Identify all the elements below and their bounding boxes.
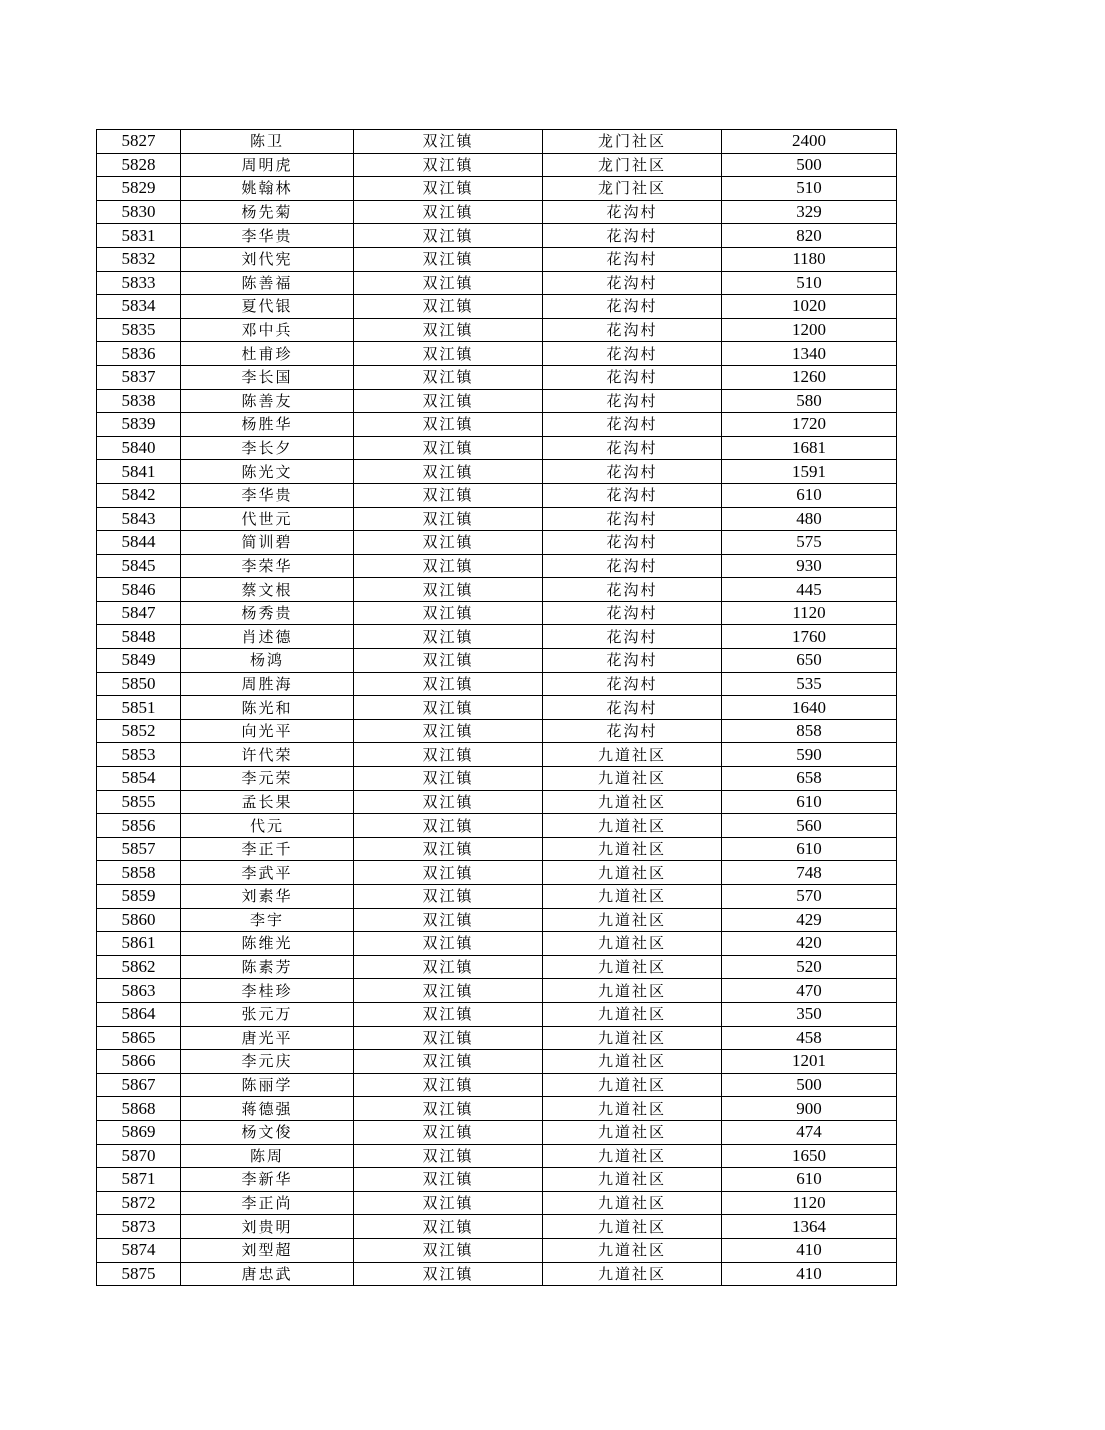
amount-cell: 410 xyxy=(722,1262,897,1286)
serial-number-cell: 5845 xyxy=(97,554,181,578)
town-cell: 双江镇 xyxy=(354,625,543,649)
table-row xyxy=(97,554,897,578)
table-row xyxy=(97,460,897,484)
town-cell: 双江镇 xyxy=(354,342,543,366)
village-cell: 花沟村 xyxy=(543,578,722,602)
table-row xyxy=(97,908,897,932)
village-cell: 花沟村 xyxy=(543,649,722,673)
name-cell: 陈维光 xyxy=(181,932,354,956)
town-cell: 双江镇 xyxy=(354,153,543,177)
amount-cell: 748 xyxy=(722,861,897,885)
name-cell: 李华贵 xyxy=(181,224,354,248)
village-cell: 九道社区 xyxy=(543,1144,722,1168)
name-cell: 刘贵明 xyxy=(181,1215,354,1239)
table-row xyxy=(97,1097,897,1121)
serial-number-cell: 5852 xyxy=(97,719,181,743)
name-cell: 周胜海 xyxy=(181,672,354,696)
table-row xyxy=(97,814,897,838)
amount-cell: 1591 xyxy=(722,460,897,484)
village-cell: 九道社区 xyxy=(543,1168,722,1192)
table-row xyxy=(97,672,897,696)
serial-number-cell: 5827 xyxy=(97,130,181,154)
village-cell: 九道社区 xyxy=(543,979,722,1003)
amount-cell: 650 xyxy=(722,649,897,673)
serial-number-cell: 5829 xyxy=(97,177,181,201)
serial-number-cell: 5850 xyxy=(97,672,181,696)
village-cell: 九道社区 xyxy=(543,955,722,979)
amount-cell: 658 xyxy=(722,767,897,791)
table-row xyxy=(97,932,897,956)
town-cell: 双江镇 xyxy=(354,507,543,531)
amount-cell: 480 xyxy=(722,507,897,531)
village-cell: 花沟村 xyxy=(543,531,722,555)
town-cell: 双江镇 xyxy=(354,130,543,154)
village-cell: 龙门社区 xyxy=(543,130,722,154)
amount-cell: 610 xyxy=(722,1168,897,1192)
village-cell: 花沟村 xyxy=(543,719,722,743)
town-cell: 双江镇 xyxy=(354,413,543,437)
name-cell: 杨文俊 xyxy=(181,1120,354,1144)
table-row xyxy=(97,507,897,531)
table-body xyxy=(97,130,897,1286)
serial-number-cell: 5847 xyxy=(97,601,181,625)
town-cell: 双江镇 xyxy=(354,1168,543,1192)
village-cell: 九道社区 xyxy=(543,1191,722,1215)
town-cell: 双江镇 xyxy=(354,672,543,696)
amount-cell: 820 xyxy=(722,224,897,248)
amount-cell: 458 xyxy=(722,1026,897,1050)
town-cell: 双江镇 xyxy=(354,1238,543,1262)
village-cell: 九道社区 xyxy=(543,1120,722,1144)
name-cell: 陈周 xyxy=(181,1144,354,1168)
amount-cell: 474 xyxy=(722,1120,897,1144)
name-cell: 陈丽学 xyxy=(181,1073,354,1097)
serial-number-cell: 5844 xyxy=(97,531,181,555)
name-cell: 孟长果 xyxy=(181,790,354,814)
amount-cell: 1120 xyxy=(722,1191,897,1215)
table-row xyxy=(97,625,897,649)
table-row xyxy=(97,1002,897,1026)
table-row xyxy=(97,177,897,201)
village-cell: 花沟村 xyxy=(543,295,722,319)
amount-cell: 610 xyxy=(722,790,897,814)
serial-number-cell: 5869 xyxy=(97,1120,181,1144)
table-row xyxy=(97,389,897,413)
table-row xyxy=(97,790,897,814)
name-cell: 杨胜华 xyxy=(181,413,354,437)
serial-number-cell: 5870 xyxy=(97,1144,181,1168)
name-cell: 杨鸿 xyxy=(181,649,354,673)
town-cell: 双江镇 xyxy=(354,436,543,460)
amount-cell: 500 xyxy=(722,153,897,177)
town-cell: 双江镇 xyxy=(354,224,543,248)
town-cell: 双江镇 xyxy=(354,908,543,932)
name-cell: 杨秀贵 xyxy=(181,601,354,625)
village-cell: 花沟村 xyxy=(543,554,722,578)
table-row xyxy=(97,1168,897,1192)
village-cell: 花沟村 xyxy=(543,413,722,437)
village-cell: 花沟村 xyxy=(543,483,722,507)
village-cell: 花沟村 xyxy=(543,318,722,342)
table-row xyxy=(97,1262,897,1286)
name-cell: 李宇 xyxy=(181,908,354,932)
town-cell: 双江镇 xyxy=(354,885,543,909)
village-cell: 九道社区 xyxy=(543,908,722,932)
table-row xyxy=(97,578,897,602)
town-cell: 双江镇 xyxy=(354,979,543,1003)
amount-cell: 510 xyxy=(722,177,897,201)
town-cell: 双江镇 xyxy=(354,200,543,224)
table-row xyxy=(97,224,897,248)
serial-number-cell: 5846 xyxy=(97,578,181,602)
name-cell: 肖述德 xyxy=(181,625,354,649)
amount-cell: 1180 xyxy=(722,247,897,271)
name-cell: 姚翰林 xyxy=(181,177,354,201)
serial-number-cell: 5841 xyxy=(97,460,181,484)
village-cell: 花沟村 xyxy=(543,507,722,531)
data-table xyxy=(96,129,897,1286)
amount-cell: 410 xyxy=(722,1238,897,1262)
village-cell: 九道社区 xyxy=(543,1262,722,1286)
serial-number-cell: 5863 xyxy=(97,979,181,1003)
name-cell: 李新华 xyxy=(181,1168,354,1192)
town-cell: 双江镇 xyxy=(354,531,543,555)
town-cell: 双江镇 xyxy=(354,1073,543,1097)
town-cell: 双江镇 xyxy=(354,1191,543,1215)
name-cell: 张元万 xyxy=(181,1002,354,1026)
name-cell: 李元庆 xyxy=(181,1050,354,1074)
table-row xyxy=(97,413,897,437)
village-cell: 九道社区 xyxy=(543,885,722,909)
village-cell: 九道社区 xyxy=(543,1073,722,1097)
name-cell: 刘代宪 xyxy=(181,247,354,271)
town-cell: 双江镇 xyxy=(354,578,543,602)
name-cell: 陈善友 xyxy=(181,389,354,413)
amount-cell: 1120 xyxy=(722,601,897,625)
amount-cell: 1020 xyxy=(722,295,897,319)
town-cell: 双江镇 xyxy=(354,460,543,484)
amount-cell: 1650 xyxy=(722,1144,897,1168)
name-cell: 李正千 xyxy=(181,837,354,861)
amount-cell: 1200 xyxy=(722,318,897,342)
village-cell: 九道社区 xyxy=(543,767,722,791)
amount-cell: 1640 xyxy=(722,696,897,720)
town-cell: 双江镇 xyxy=(354,649,543,673)
table-row xyxy=(97,743,897,767)
amount-cell: 520 xyxy=(722,955,897,979)
town-cell: 双江镇 xyxy=(354,1002,543,1026)
amount-cell: 1720 xyxy=(722,413,897,437)
amount-cell: 470 xyxy=(722,979,897,1003)
serial-number-cell: 5857 xyxy=(97,837,181,861)
name-cell: 李华贵 xyxy=(181,483,354,507)
name-cell: 代世元 xyxy=(181,507,354,531)
village-cell: 花沟村 xyxy=(543,389,722,413)
table-row xyxy=(97,1238,897,1262)
amount-cell: 900 xyxy=(722,1097,897,1121)
village-cell: 龙门社区 xyxy=(543,177,722,201)
serial-number-cell: 5834 xyxy=(97,295,181,319)
serial-number-cell: 5866 xyxy=(97,1050,181,1074)
table-row xyxy=(97,436,897,460)
name-cell: 李正尚 xyxy=(181,1191,354,1215)
amount-cell: 930 xyxy=(722,554,897,578)
name-cell: 李武平 xyxy=(181,861,354,885)
town-cell: 双江镇 xyxy=(354,696,543,720)
amount-cell: 1364 xyxy=(722,1215,897,1239)
name-cell: 陈卫 xyxy=(181,130,354,154)
town-cell: 双江镇 xyxy=(354,1262,543,1286)
amount-cell: 1201 xyxy=(722,1050,897,1074)
serial-number-cell: 5848 xyxy=(97,625,181,649)
village-cell: 九道社区 xyxy=(543,1002,722,1026)
name-cell: 向光平 xyxy=(181,719,354,743)
serial-number-cell: 5860 xyxy=(97,908,181,932)
amount-cell: 535 xyxy=(722,672,897,696)
village-cell: 九道社区 xyxy=(543,790,722,814)
town-cell: 双江镇 xyxy=(354,483,543,507)
serial-number-cell: 5855 xyxy=(97,790,181,814)
amount-cell: 429 xyxy=(722,908,897,932)
name-cell: 刘型超 xyxy=(181,1238,354,1262)
amount-cell: 1340 xyxy=(722,342,897,366)
name-cell: 夏代银 xyxy=(181,295,354,319)
village-cell: 花沟村 xyxy=(543,224,722,248)
village-cell: 九道社区 xyxy=(543,743,722,767)
table-row xyxy=(97,767,897,791)
amount-cell: 1760 xyxy=(722,625,897,649)
amount-cell: 560 xyxy=(722,814,897,838)
table-row xyxy=(97,719,897,743)
serial-number-cell: 5839 xyxy=(97,413,181,437)
town-cell: 双江镇 xyxy=(354,719,543,743)
town-cell: 双江镇 xyxy=(354,1026,543,1050)
town-cell: 双江镇 xyxy=(354,271,543,295)
serial-number-cell: 5858 xyxy=(97,861,181,885)
serial-number-cell: 5859 xyxy=(97,885,181,909)
amount-cell: 420 xyxy=(722,932,897,956)
table-row xyxy=(97,837,897,861)
table-row xyxy=(97,531,897,555)
town-cell: 双江镇 xyxy=(354,295,543,319)
serial-number-cell: 5862 xyxy=(97,955,181,979)
town-cell: 双江镇 xyxy=(354,743,543,767)
table-row xyxy=(97,649,897,673)
table-row xyxy=(97,1215,897,1239)
serial-number-cell: 5854 xyxy=(97,767,181,791)
town-cell: 双江镇 xyxy=(354,365,543,389)
name-cell: 代元 xyxy=(181,814,354,838)
amount-cell: 575 xyxy=(722,531,897,555)
amount-cell: 610 xyxy=(722,483,897,507)
table-row xyxy=(97,318,897,342)
name-cell: 李桂珍 xyxy=(181,979,354,1003)
town-cell: 双江镇 xyxy=(354,767,543,791)
village-cell: 九道社区 xyxy=(543,837,722,861)
name-cell: 李长国 xyxy=(181,365,354,389)
village-cell: 九道社区 xyxy=(543,861,722,885)
amount-cell: 610 xyxy=(722,837,897,861)
serial-number-cell: 5872 xyxy=(97,1191,181,1215)
table-row xyxy=(97,601,897,625)
village-cell: 花沟村 xyxy=(543,200,722,224)
village-cell: 花沟村 xyxy=(543,460,722,484)
village-cell: 龙门社区 xyxy=(543,153,722,177)
amount-cell: 500 xyxy=(722,1073,897,1097)
serial-number-cell: 5840 xyxy=(97,436,181,460)
town-cell: 双江镇 xyxy=(354,1097,543,1121)
town-cell: 双江镇 xyxy=(354,318,543,342)
town-cell: 双江镇 xyxy=(354,1144,543,1168)
town-cell: 双江镇 xyxy=(354,554,543,578)
amount-cell: 858 xyxy=(722,719,897,743)
name-cell: 陈光和 xyxy=(181,696,354,720)
serial-number-cell: 5838 xyxy=(97,389,181,413)
table-row xyxy=(97,696,897,720)
town-cell: 双江镇 xyxy=(354,247,543,271)
village-cell: 九道社区 xyxy=(543,1215,722,1239)
amount-cell: 590 xyxy=(722,743,897,767)
amount-cell: 1260 xyxy=(722,365,897,389)
serial-number-cell: 5874 xyxy=(97,1238,181,1262)
village-cell: 九道社区 xyxy=(543,1050,722,1074)
serial-number-cell: 5868 xyxy=(97,1097,181,1121)
town-cell: 双江镇 xyxy=(354,837,543,861)
amount-cell: 510 xyxy=(722,271,897,295)
name-cell: 李长夕 xyxy=(181,436,354,460)
name-cell: 李元荣 xyxy=(181,767,354,791)
town-cell: 双江镇 xyxy=(354,932,543,956)
table-row xyxy=(97,247,897,271)
name-cell: 唐忠武 xyxy=(181,1262,354,1286)
table-row xyxy=(97,861,897,885)
name-cell: 刘素华 xyxy=(181,885,354,909)
table-row xyxy=(97,271,897,295)
amount-cell: 2400 xyxy=(722,130,897,154)
serial-number-cell: 5835 xyxy=(97,318,181,342)
name-cell: 唐光平 xyxy=(181,1026,354,1050)
serial-number-cell: 5832 xyxy=(97,247,181,271)
village-cell: 九道社区 xyxy=(543,1097,722,1121)
name-cell: 周明虎 xyxy=(181,153,354,177)
serial-number-cell: 5849 xyxy=(97,649,181,673)
name-cell: 陈光文 xyxy=(181,460,354,484)
name-cell: 陈善福 xyxy=(181,271,354,295)
town-cell: 双江镇 xyxy=(354,601,543,625)
table-row xyxy=(97,1050,897,1074)
serial-number-cell: 5871 xyxy=(97,1168,181,1192)
name-cell: 蔡文根 xyxy=(181,578,354,602)
serial-number-cell: 5843 xyxy=(97,507,181,531)
town-cell: 双江镇 xyxy=(354,1050,543,1074)
village-cell: 花沟村 xyxy=(543,672,722,696)
name-cell: 杜甫珍 xyxy=(181,342,354,366)
amount-cell: 329 xyxy=(722,200,897,224)
name-cell: 蒋德强 xyxy=(181,1097,354,1121)
town-cell: 双江镇 xyxy=(354,1215,543,1239)
name-cell: 邓中兵 xyxy=(181,318,354,342)
town-cell: 双江镇 xyxy=(354,790,543,814)
table-row xyxy=(97,1073,897,1097)
table-row xyxy=(97,1144,897,1168)
serial-number-cell: 5873 xyxy=(97,1215,181,1239)
town-cell: 双江镇 xyxy=(354,177,543,201)
name-cell: 陈素芳 xyxy=(181,955,354,979)
serial-number-cell: 5836 xyxy=(97,342,181,366)
serial-number-cell: 5856 xyxy=(97,814,181,838)
table-row xyxy=(97,365,897,389)
village-cell: 九道社区 xyxy=(543,1026,722,1050)
village-cell: 九道社区 xyxy=(543,932,722,956)
serial-number-cell: 5842 xyxy=(97,483,181,507)
village-cell: 花沟村 xyxy=(543,625,722,649)
table-row xyxy=(97,130,897,154)
amount-cell: 350 xyxy=(722,1002,897,1026)
village-cell: 花沟村 xyxy=(543,342,722,366)
amount-cell: 1681 xyxy=(722,436,897,460)
table-row xyxy=(97,1120,897,1144)
serial-number-cell: 5864 xyxy=(97,1002,181,1026)
village-cell: 花沟村 xyxy=(543,601,722,625)
table-row xyxy=(97,1191,897,1215)
village-cell: 花沟村 xyxy=(543,365,722,389)
table-row xyxy=(97,200,897,224)
table-row xyxy=(97,295,897,319)
name-cell: 许代荣 xyxy=(181,743,354,767)
amount-cell: 570 xyxy=(722,885,897,909)
amount-cell: 580 xyxy=(722,389,897,413)
serial-number-cell: 5861 xyxy=(97,932,181,956)
town-cell: 双江镇 xyxy=(354,861,543,885)
table-row xyxy=(97,885,897,909)
serial-number-cell: 5875 xyxy=(97,1262,181,1286)
village-cell: 花沟村 xyxy=(543,271,722,295)
serial-number-cell: 5830 xyxy=(97,200,181,224)
table-row xyxy=(97,1026,897,1050)
village-cell: 花沟村 xyxy=(543,436,722,460)
serial-number-cell: 5833 xyxy=(97,271,181,295)
serial-number-cell: 5867 xyxy=(97,1073,181,1097)
serial-number-cell: 5851 xyxy=(97,696,181,720)
serial-number-cell: 5865 xyxy=(97,1026,181,1050)
serial-number-cell: 5837 xyxy=(97,365,181,389)
table-row xyxy=(97,955,897,979)
table-row xyxy=(97,153,897,177)
serial-number-cell: 5828 xyxy=(97,153,181,177)
town-cell: 双江镇 xyxy=(354,814,543,838)
serial-number-cell: 5853 xyxy=(97,743,181,767)
town-cell: 双江镇 xyxy=(354,1120,543,1144)
table-row xyxy=(97,342,897,366)
name-cell: 李荣华 xyxy=(181,554,354,578)
name-cell: 简训碧 xyxy=(181,531,354,555)
table-row xyxy=(97,979,897,1003)
village-cell: 九道社区 xyxy=(543,1238,722,1262)
serial-number-cell: 5831 xyxy=(97,224,181,248)
town-cell: 双江镇 xyxy=(354,955,543,979)
village-cell: 花沟村 xyxy=(543,247,722,271)
table-row xyxy=(97,483,897,507)
name-cell: 杨先菊 xyxy=(181,200,354,224)
village-cell: 九道社区 xyxy=(543,814,722,838)
village-cell: 花沟村 xyxy=(543,696,722,720)
amount-cell: 445 xyxy=(722,578,897,602)
town-cell: 双江镇 xyxy=(354,389,543,413)
